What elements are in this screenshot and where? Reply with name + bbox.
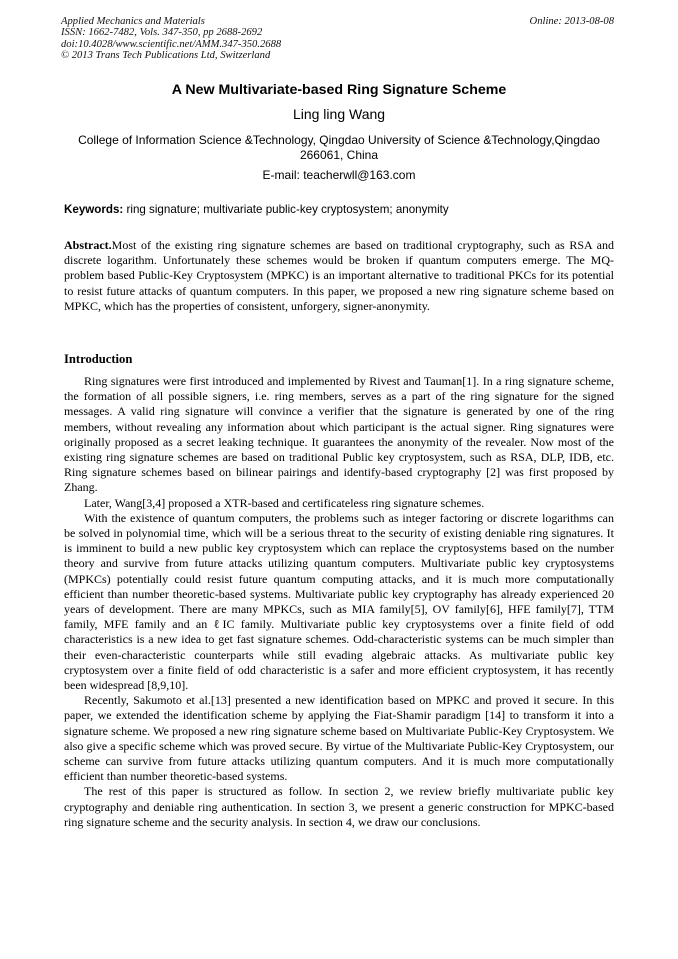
copyright-line: © 2013 Trans Tech Publications Ltd, Switzerland <box>61 50 271 62</box>
paper-title: A New Multivariate-based Ring Signature Scheme <box>171 82 507 98</box>
online-date: Online: 2013-08-08 <box>529 16 614 27</box>
issn-line: ISSN: 1662-7482, Vols. 347-350, pp 2688-2692 <box>61 27 263 39</box>
journal-name: Applied Mechanics and Materials <box>61 16 205 27</box>
intro-paragraph: Ring signatures were first introduced and implemented by Rivest and Tauman[1]. In a ring signature scheme, the formation of all possible signers, i.e. ring members, serves as a part of the ring signature for the signed messages. A valid ring signature will convince a verifier that the signature is generated by one of the ring members, without revealing any information about which participant is the actual signer. Ring signatures were originally proposed as a secret leaking technique. It guarantees the anonymity of the revealer. Now most of the existing ring signature schemes are based on traditional Public key cryptosystem, such as RSA, DLP, IDB, etc. Ring signature schemes based on bilinear pairings and identify-based cryptography [2] was first proposed by Zhang. <box>64 374 614 495</box>
intro-paragraph: Later, Wang[3,4] proposed a XTR-based and certificateless ring signature schemes. <box>84 495 485 510</box>
section-heading-introduction: Introduction <box>64 352 133 366</box>
abstract <box>64 238 614 314</box>
author-email: E-mail: teacherwll@163.com <box>262 168 416 182</box>
keywords-text: ring signature; multivariate public-key cryptosystem; anonymity <box>123 203 449 216</box>
abstract-label: Abstract. <box>64 238 112 252</box>
affiliation: College of Information Science &Technology, Qingdao University of Science &Technology,Qingdao 266061, China <box>78 133 600 162</box>
author-name: Ling ling Wang <box>292 106 386 122</box>
keywords-label: Keywords: <box>64 203 124 216</box>
abstract-text: Most of the existing ring signature schemes are based on traditional cryptography, such as RSA and discrete logarithm. Unfortunately these schemes would be broken if quantum computers emerge. The MQ-problem based Public-Key Cryptosystem (MPKC) is an important alternative to traditional PKCs for its potential to resist future attacks of quantum computers. In this paper, we proposed a new ring signature scheme based on MPKC, which has the properties of consistent, unforgery, signer-anonymity. <box>64 238 614 313</box>
intro-paragraph: The rest of this paper is structured as follow. In section 2, we review briefly multivariate public key cryptography and deniable ring authentication. In section 3, we present a generic construction for MPKC-based ring signature scheme and the security analysis. In section 4, we draw our conclusions. <box>64 784 614 829</box>
keywords-line <box>64 203 449 216</box>
intro-paragraph: Recently, Sakumoto et al.[13] presented a new identification based on MPKC and proved it secure. In this paper, we extended the identification scheme by applying the Fiat-Shamir paradigm [14] to transform it into a signature scheme. We proposed a new ring signature scheme based on Multivariate Public-Key Cryptosystem. We also give a specific scheme which was proved secure. By virtue of the Multivariate Public-Key Cryptosystem, our scheme can survive from future attacks utilizing quantum computers. And it is much more computationally efficient than number theoretic-based systems. <box>64 693 614 784</box>
introduction-body <box>64 374 614 830</box>
doi-line: doi:10.4028/www.scientific.net/AMM.347-350.2688 <box>61 38 282 50</box>
journal-header <box>61 16 281 62</box>
intro-paragraph: With the existence of quantum computers, the problems such as integer factoring or discrete logarithms can be solved in polynomial time, which will be a serious threat to the security of existing deniable ring signatures. It is imminent to build a new public key cryptosystem which can replace the cryptosystems based on the number theory and survive from future attacks utilizing quantum computers. Multivariate public key cryptosystems (MPKCs) potentially could resist future quantum computing attacks, and it is much more computationally efficient than number theoretic-based systems. Multivariate public key cryptography has already experienced 20 years of development. There are many MPKCs, such as MIA family[5], OV family[6], HFE family[7], TTM family, MFE family and an ℓIC family. Multivariate public key cryptosystems over a finite field of odd characteristics is a new idea to get fast signature schemes. Odd-characteristic systems can be much simpler than their even-characteristic counterparts while still evading algebraic attacks. As multivariate public key cryptosystem over a finite field of odd characteristic is a safer and more efficient cryptosystem, it has recently been widespread [8,9,10]. <box>64 510 614 693</box>
